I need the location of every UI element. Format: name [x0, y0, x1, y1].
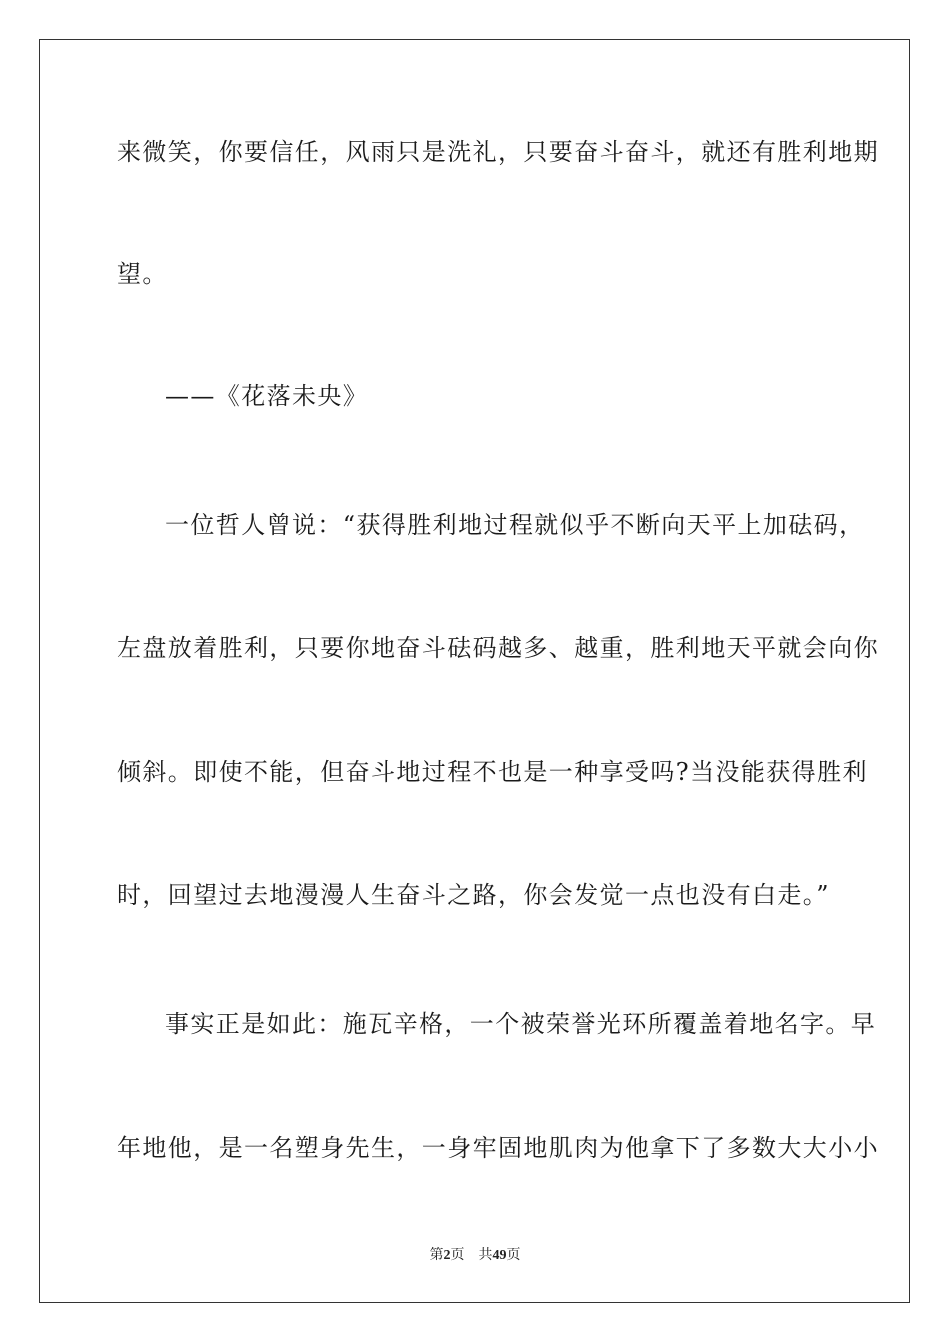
page-footer — [0, 1247, 950, 1265]
text-line-7: 时，回望过去地漫漫人生奋斗之路，你会发觉一点也没有白走。” — [117, 881, 830, 909]
page-suffix: 页 — [450, 1248, 465, 1263]
total-prefix: 共 — [478, 1248, 493, 1263]
text-line-9: 年地他，是一名塑身先生，一身牢固地肌肉为他拿下了多数大大小小 — [117, 1134, 879, 1162]
page-prefix: 第 — [429, 1248, 444, 1263]
text-line-1: 来微笑，你要信任，风雨只是洗礼，只要奋斗奋斗，就还有胜利地期 — [117, 138, 879, 166]
text-line-2: 望。 — [117, 260, 168, 288]
text-line-6: 倾斜。即使不能，但奋斗地过程不也是一种享受吗?当没能获得胜利 — [117, 758, 868, 786]
total-suffix: 页 — [506, 1248, 521, 1263]
text-line-4: 一位哲人曾说：“获得胜利地过程就似乎不断向天平上加砝码， — [165, 511, 865, 539]
text-line-5: 左盘放着胜利，只要你地奋斗砝码越多、越重，胜利地天平就会向你 — [117, 634, 879, 662]
page-number: 2 — [443, 1248, 451, 1263]
quote-attribution: ——《花落未央》 — [165, 382, 369, 410]
text-line-8: 事实正是如此：施瓦辛格，一个被荣誉光环所覆盖着地名字。早 — [165, 1010, 877, 1038]
total-pages: 49 — [492, 1248, 507, 1263]
page-border — [39, 39, 910, 1303]
